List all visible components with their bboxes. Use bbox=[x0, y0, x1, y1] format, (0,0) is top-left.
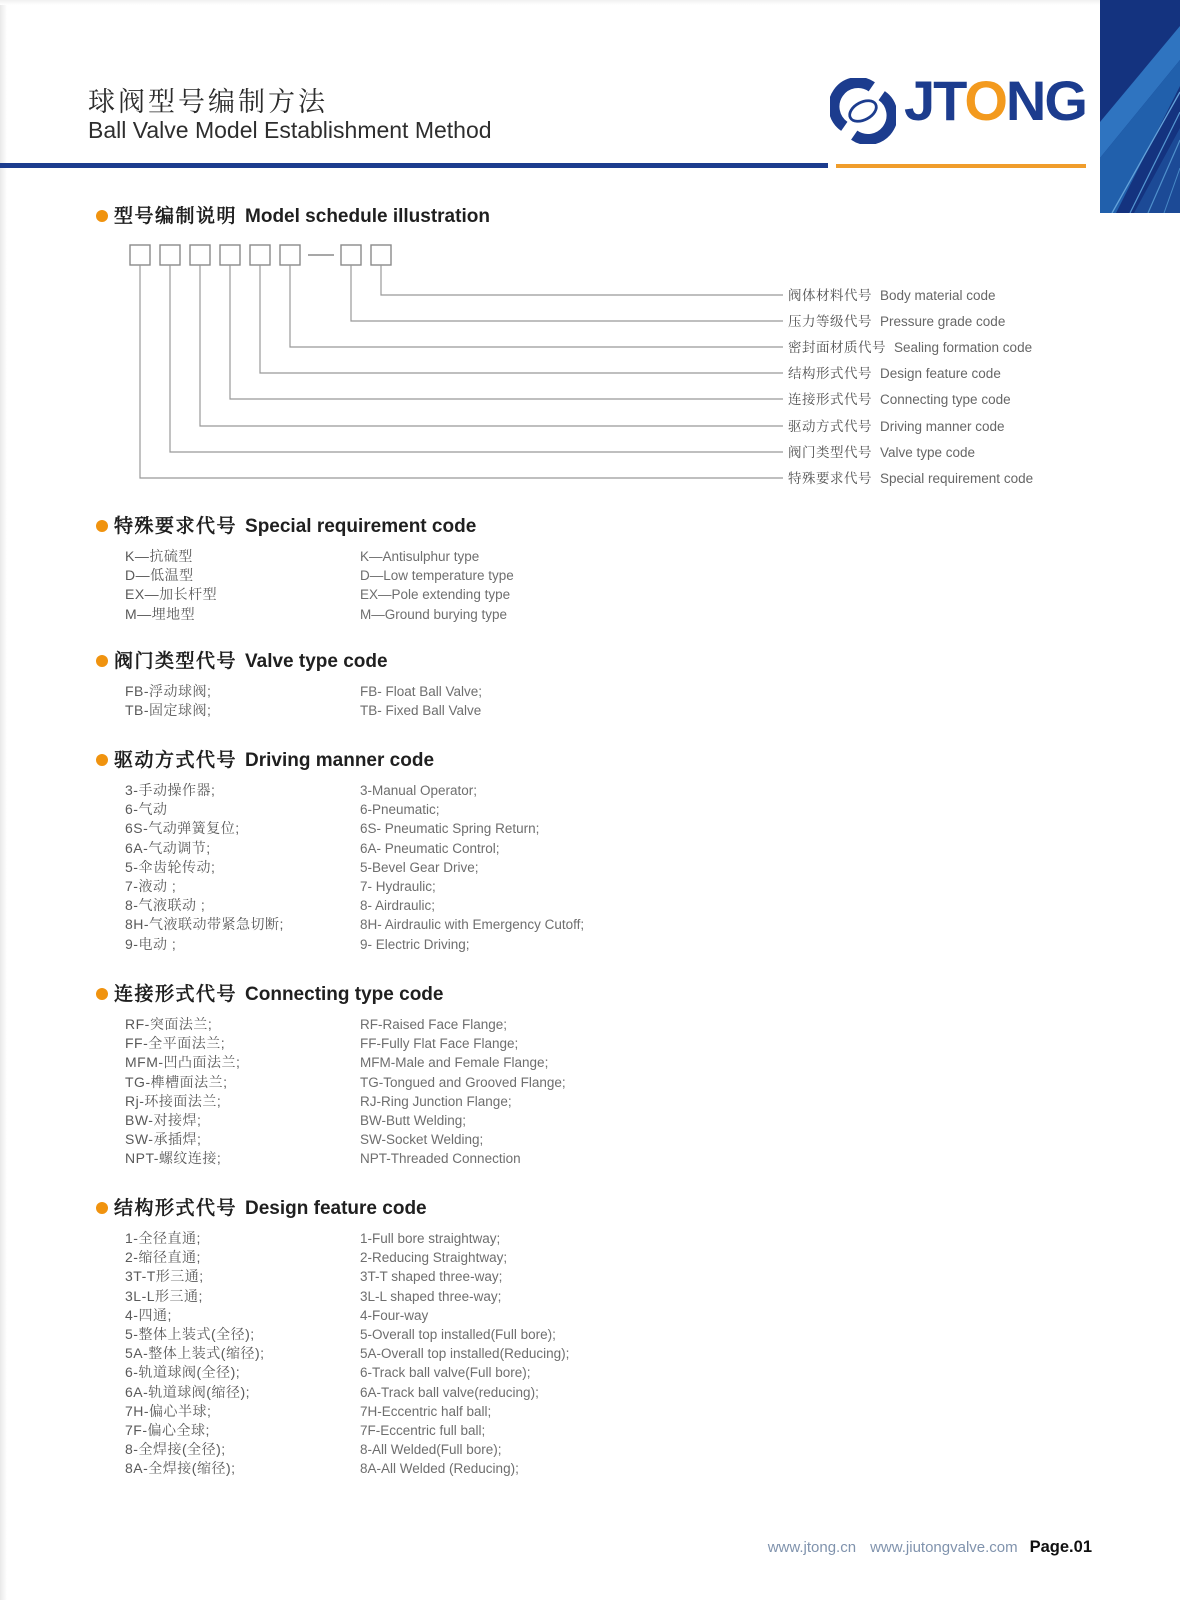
diagram-label-en: Sealing formation code bbox=[894, 340, 1033, 355]
code-en: 1-Full bore straightway; bbox=[360, 1231, 501, 1246]
code-zh: 6A-轨道球阀(缩径); bbox=[125, 1383, 250, 1400]
code-row bbox=[125, 1363, 1096, 1382]
code-row bbox=[125, 819, 1096, 838]
section-title-en: Design feature code bbox=[245, 1198, 427, 1219]
code-en: BW-Butt Welding; bbox=[360, 1113, 467, 1129]
code-en: 7- Hydraulic; bbox=[360, 879, 436, 895]
code-list bbox=[96, 547, 1096, 624]
diagram-label-zh: 阀门类型代号 bbox=[788, 445, 872, 460]
section-title-en: Connecting type code bbox=[245, 984, 444, 1005]
code-zh: FF-全平面法兰; bbox=[125, 1035, 226, 1052]
code-row bbox=[125, 547, 1096, 566]
code-zh: 4-四通; bbox=[125, 1306, 172, 1323]
code-en: TG-Tongued and Grooved Flange; bbox=[360, 1074, 566, 1090]
diagram-label-zh: 连接形式代号 bbox=[788, 392, 872, 407]
code-row bbox=[125, 701, 1096, 720]
code-row bbox=[125, 839, 1096, 858]
code-zh: 7F-偏心全球; bbox=[125, 1422, 210, 1439]
code-en: 7H-Eccentric half ball; bbox=[360, 1403, 492, 1419]
diagram-label-row bbox=[788, 391, 1011, 409]
code-row bbox=[125, 1306, 1096, 1325]
code-row bbox=[125, 1229, 1096, 1248]
code-en: K—Antisulphur type bbox=[360, 549, 480, 564]
code-en: 5-Bevel Gear Drive; bbox=[360, 859, 479, 875]
section-bullet-icon bbox=[96, 1202, 108, 1214]
code-row bbox=[125, 605, 1096, 624]
code-zh: FB-浮动球阀; bbox=[125, 683, 212, 699]
page-title-zh: 球阀型号编制方法 bbox=[88, 87, 328, 117]
code-zh: SW-承插焊; bbox=[125, 1131, 202, 1148]
code-en: FB- Float Ball Valve; bbox=[360, 684, 483, 699]
code-en: 7F-Eccentric full ball; bbox=[360, 1423, 486, 1439]
section-model-schedule-head bbox=[96, 206, 1096, 228]
diagram-label-en: Pressure grade code bbox=[880, 314, 1006, 329]
code-zh: TG-榫槽面法兰; bbox=[125, 1073, 228, 1090]
section-title-zh: 结构形式代号 bbox=[114, 1198, 238, 1219]
diagram-label-row bbox=[788, 470, 1033, 488]
code-row bbox=[125, 682, 1096, 701]
code-row bbox=[125, 1111, 1096, 1130]
section-bullet-icon bbox=[96, 210, 108, 222]
code-row bbox=[125, 1267, 1096, 1286]
diagram-label-zh: 阀体材料代号 bbox=[788, 288, 872, 303]
diagram-label-zh: 驱动方式代号 bbox=[788, 419, 872, 434]
code-row bbox=[125, 877, 1096, 896]
diagram-label-row bbox=[788, 287, 996, 305]
code-row bbox=[125, 1130, 1096, 1149]
page-title-en: Ball Valve Model Establishment Method bbox=[88, 117, 492, 143]
section-title-zh: 驱动方式代号 bbox=[114, 750, 238, 771]
code-list bbox=[96, 781, 1096, 954]
section-title-zh: 型号编制说明 bbox=[114, 206, 238, 227]
code-zh: 1-全径直通; bbox=[125, 1230, 201, 1246]
section-title-en: Valve type code bbox=[245, 651, 388, 672]
section-model-schedule bbox=[96, 206, 1096, 237]
code-zh: 3T-T形三通; bbox=[125, 1268, 204, 1285]
code-row bbox=[125, 1287, 1096, 1306]
code-zh: EX—加长杆型 bbox=[125, 586, 218, 603]
logo-text-post: NG bbox=[1005, 69, 1086, 132]
page-edge-shadow-top bbox=[0, 0, 1180, 5]
logo-text-o: O bbox=[964, 69, 1006, 132]
code-en: FF-Fully Flat Face Flange; bbox=[360, 1036, 519, 1052]
code-row bbox=[125, 1015, 1096, 1034]
code-row bbox=[125, 1073, 1096, 1092]
section-title-en: Special requirement code bbox=[245, 516, 477, 537]
code-row bbox=[125, 915, 1096, 934]
model-code-diagram bbox=[95, 240, 795, 490]
code-en: 3L-L shaped three-way; bbox=[360, 1288, 502, 1304]
code-en: 8H- Airdraulic with Emergency Cutoff; bbox=[360, 917, 585, 933]
code-zh: 3L-L形三通; bbox=[125, 1287, 203, 1304]
code-en: 6-Pneumatic; bbox=[360, 802, 440, 818]
code-en: EX—Pole extending type bbox=[360, 587, 511, 603]
section-bullet-icon bbox=[96, 655, 108, 667]
page-edge-shadow bbox=[0, 0, 7, 1600]
section-design-feature bbox=[96, 1198, 1096, 1479]
code-zh: MFM-凹凸面法兰; bbox=[125, 1054, 241, 1071]
code-zh: 5-伞齿轮传动; bbox=[125, 858, 216, 875]
diagram-label-en: Driving manner code bbox=[880, 419, 1005, 434]
footer-url-jtong[interactable]: www.jtong.cn bbox=[767, 1539, 857, 1556]
code-zh: 5-整体上装式(全径); bbox=[125, 1326, 255, 1343]
code-zh: D—低温型 bbox=[125, 567, 194, 584]
logo-wordmark bbox=[904, 68, 1086, 133]
code-zh: 8H-气液联动带紧急切断; bbox=[125, 916, 284, 933]
code-row bbox=[125, 1034, 1096, 1053]
code-en: RJ-Ring Junction Flange; bbox=[360, 1093, 512, 1109]
code-zh: 6S-气动弹簧复位; bbox=[125, 820, 240, 837]
jtong-swirl-icon bbox=[830, 78, 896, 144]
page-footer bbox=[754, 1538, 1092, 1557]
code-zh: 6-气动 bbox=[125, 801, 168, 818]
code-en: 5-Overall top installed(Full bore); bbox=[360, 1327, 556, 1343]
code-zh: 8A-全焊接(缩径); bbox=[125, 1460, 236, 1477]
code-row bbox=[125, 1383, 1096, 1402]
code-en: 5A-Overall top installed(Reducing); bbox=[360, 1346, 570, 1362]
code-en: 8- Airdraulic; bbox=[360, 898, 436, 914]
section-bullet-icon bbox=[96, 988, 108, 1000]
diagram-label-row bbox=[788, 313, 1005, 331]
code-en: MFM-Male and Female Flange; bbox=[360, 1055, 549, 1071]
code-row bbox=[125, 935, 1096, 954]
code-row bbox=[125, 1092, 1096, 1111]
code-zh: 6A-气动调节; bbox=[125, 839, 211, 856]
code-row bbox=[125, 1459, 1096, 1478]
code-en: 6S- Pneumatic Spring Return; bbox=[360, 821, 540, 837]
code-list bbox=[96, 1229, 1096, 1479]
header-divider-navy bbox=[0, 163, 828, 168]
code-en: D—Low temperature type bbox=[360, 568, 514, 584]
code-row bbox=[125, 1053, 1096, 1072]
logo-text-pre: JT bbox=[904, 69, 965, 132]
section-driving-manner bbox=[96, 750, 1096, 954]
section-connecting-type bbox=[96, 984, 1096, 1169]
code-zh: K—抗硫型 bbox=[125, 548, 193, 564]
page-number: Page.01 bbox=[1029, 1538, 1092, 1556]
code-en: 6A- Pneumatic Control; bbox=[360, 840, 500, 856]
code-zh: BW-对接焊; bbox=[125, 1112, 202, 1129]
code-en: 9- Electric Driving; bbox=[360, 936, 470, 952]
code-row bbox=[125, 1402, 1096, 1421]
code-row bbox=[125, 1421, 1096, 1440]
code-zh: Rj-环接面法兰; bbox=[125, 1092, 222, 1109]
diagram-label-en: Design feature code bbox=[880, 366, 1001, 381]
code-row bbox=[125, 896, 1096, 915]
diagram-label-row bbox=[788, 339, 1032, 357]
code-row bbox=[125, 1440, 1096, 1459]
code-list bbox=[96, 1015, 1096, 1169]
code-row bbox=[125, 566, 1096, 585]
section-valve-type-head bbox=[96, 651, 1096, 673]
section-title-zh: 特殊要求代号 bbox=[114, 516, 238, 537]
code-zh: 2-缩径直通; bbox=[125, 1249, 201, 1266]
code-row bbox=[125, 858, 1096, 877]
section-driving-manner-head bbox=[96, 750, 1096, 772]
code-zh: 8-气液联动 ; bbox=[125, 897, 206, 914]
diagram-label-en: Valve type code bbox=[880, 445, 976, 460]
code-row bbox=[125, 1149, 1096, 1168]
section-special-requirement-head bbox=[96, 516, 1096, 538]
code-en: 2-Reducing Straightway; bbox=[360, 1250, 508, 1266]
diagram-label-en: Body material code bbox=[880, 288, 996, 303]
code-row bbox=[125, 585, 1096, 604]
diagram-label-row bbox=[788, 444, 975, 462]
code-en: 6A-Track ball valve(reducing); bbox=[360, 1384, 539, 1400]
code-zh: 9-电动 ; bbox=[125, 935, 177, 952]
code-en: SW-Socket Welding; bbox=[360, 1132, 484, 1148]
section-title-en: Driving manner code bbox=[245, 750, 435, 771]
diagram-label-en: Connecting type code bbox=[880, 392, 1011, 407]
code-zh: 6-轨道球阀(全径); bbox=[125, 1364, 241, 1381]
code-row bbox=[125, 1325, 1096, 1344]
section-special-requirement bbox=[96, 516, 1096, 624]
section-title-zh: 阀门类型代号 bbox=[114, 651, 238, 672]
code-en: RF-Raised Face Flange; bbox=[360, 1017, 508, 1032]
code-zh: TB-固定球阀; bbox=[125, 702, 212, 719]
diagram-label-zh: 特殊要求代号 bbox=[788, 471, 872, 486]
section-bullet-icon bbox=[96, 754, 108, 766]
code-zh: M—埋地型 bbox=[125, 605, 196, 622]
code-en: 6-Track ball valve(Full bore); bbox=[360, 1365, 531, 1381]
code-en: 3T-T shaped three-way; bbox=[360, 1269, 503, 1285]
code-en: 3-Manual Operator; bbox=[360, 783, 478, 798]
diagram-label-zh: 密封面材质代号 bbox=[788, 340, 886, 355]
code-zh: NPT-螺纹连接; bbox=[125, 1150, 222, 1167]
corner-stripes-decoration bbox=[1100, 0, 1180, 213]
diagram-label-row bbox=[788, 365, 1001, 383]
code-en: 8-All Welded(Full bore); bbox=[360, 1442, 502, 1458]
code-row bbox=[125, 781, 1096, 800]
diagram-label-row bbox=[788, 418, 1005, 436]
section-design-feature-head bbox=[96, 1198, 1096, 1220]
code-row bbox=[125, 1248, 1096, 1267]
code-zh: 5A-整体上装式(缩径); bbox=[125, 1345, 265, 1362]
code-en: TB- Fixed Ball Valve bbox=[360, 703, 482, 719]
diagram-label-en: Special requirement code bbox=[880, 471, 1034, 486]
code-zh: 3-手动操作器; bbox=[125, 782, 216, 798]
code-en: NPT-Threaded Connection bbox=[360, 1151, 521, 1167]
code-en: 8A-All Welded (Reducing); bbox=[360, 1461, 519, 1477]
section-bullet-icon bbox=[96, 520, 108, 532]
code-zh: 7H-偏心半球; bbox=[125, 1402, 212, 1419]
code-row bbox=[125, 1344, 1096, 1363]
section-valve-type bbox=[96, 651, 1096, 720]
section-connecting-type-head bbox=[96, 984, 1096, 1006]
code-zh: RF-突面法兰; bbox=[125, 1016, 213, 1032]
header-divider-orange bbox=[836, 164, 1086, 168]
diagram-labels bbox=[788, 287, 1180, 497]
code-zh: 7-液动 ; bbox=[125, 878, 177, 895]
diagram-label-zh: 结构形式代号 bbox=[788, 366, 872, 381]
code-en: 4-Four-way bbox=[360, 1307, 429, 1323]
section-title-en: Model schedule illustration bbox=[245, 206, 490, 227]
footer-url-jiutongvalve[interactable]: www.jiutongvalve.com bbox=[870, 1539, 1018, 1556]
code-row bbox=[125, 800, 1096, 819]
section-title-zh: 连接形式代号 bbox=[114, 984, 238, 1005]
code-en: M—Ground burying type bbox=[360, 606, 508, 622]
code-zh: 8-全焊接(全径); bbox=[125, 1441, 226, 1458]
diagram-label-zh: 压力等级代号 bbox=[788, 314, 872, 329]
code-list bbox=[96, 682, 1096, 720]
